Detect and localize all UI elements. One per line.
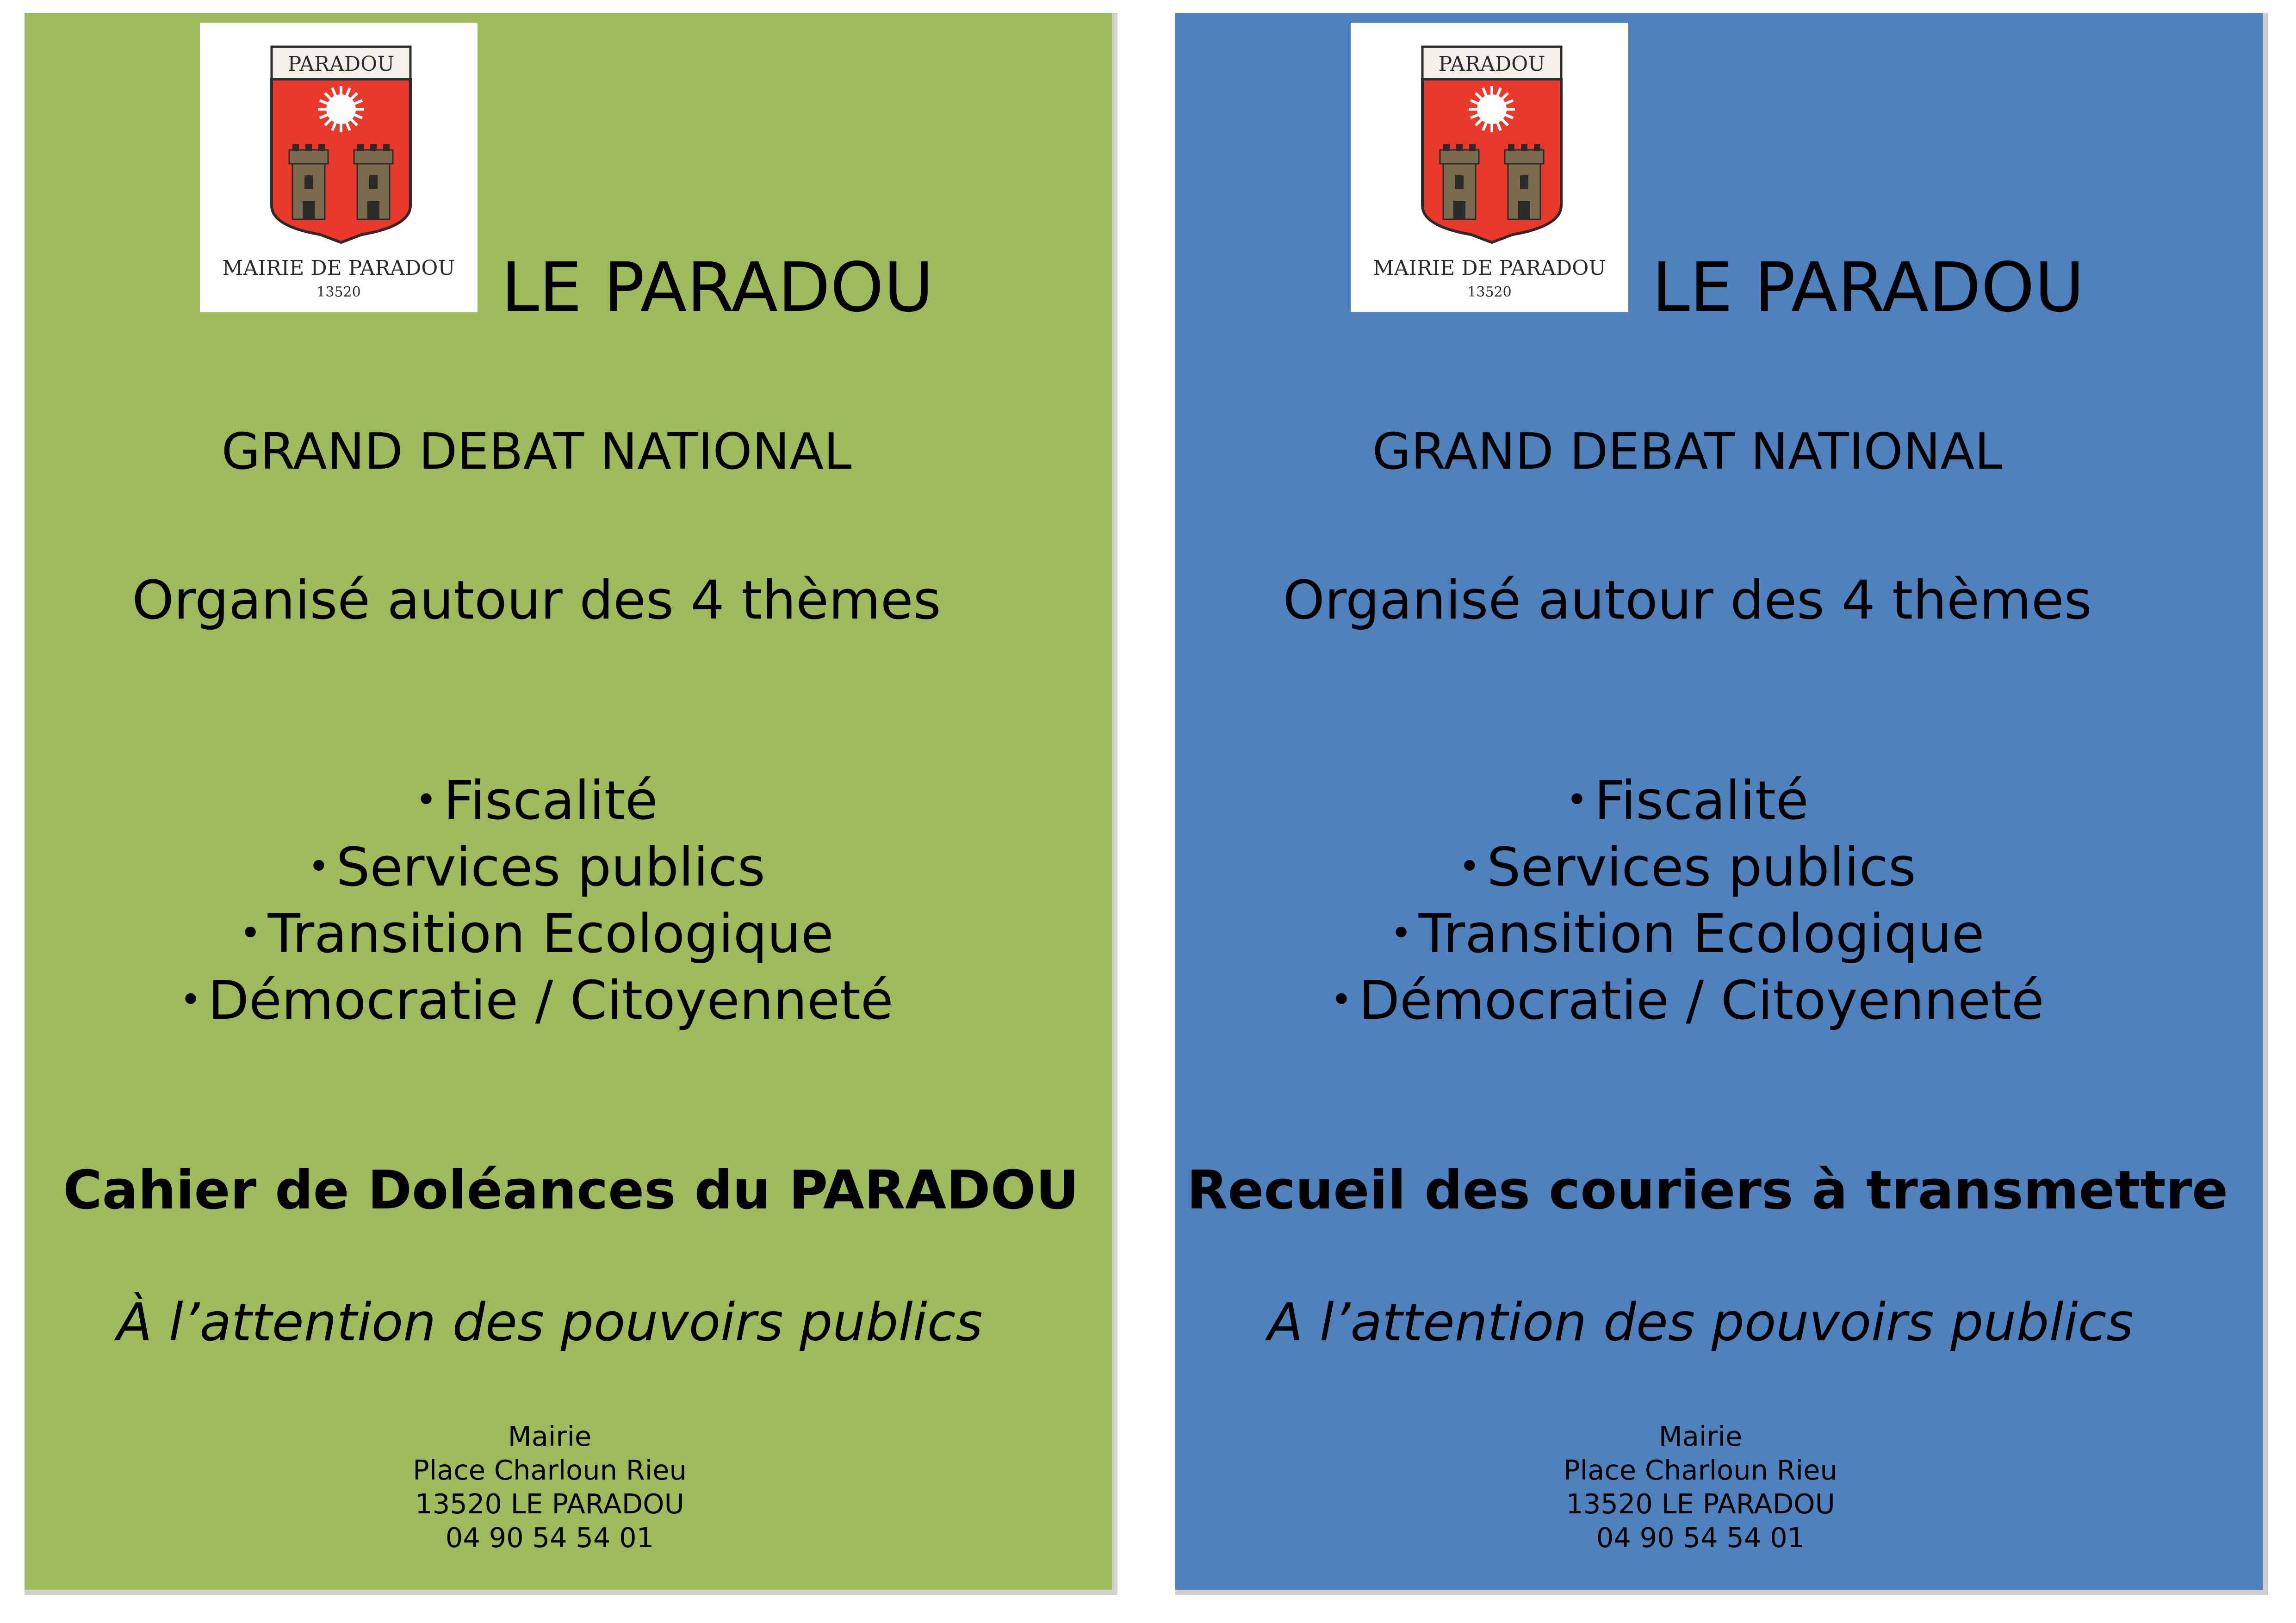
list-item	[25, 967, 1049, 1034]
theme-label: Fiscalité	[443, 770, 658, 832]
themes-intro: Organisé autour des 4 thèmes	[1283, 570, 2092, 632]
main-heading: Cahier de Doléances du PARADOU	[63, 1159, 1079, 1221]
town-title: LE PARADOU	[1652, 248, 2085, 327]
logo-postcode: 13520	[1467, 284, 1512, 300]
phone-number: 04 90 54 54 01	[445, 1522, 654, 1554]
mairie-logo	[200, 23, 478, 312]
bullet-icon: •	[180, 978, 202, 1021]
bullet-icon: •	[1330, 978, 1353, 1021]
logo-caption: MAIRIE DE PARADOU	[222, 256, 455, 280]
debate-title: GRAND DEBAT NATIONAL	[221, 423, 852, 481]
theme-label: Services publics	[1487, 836, 1916, 898]
mairie-logo	[1351, 23, 1628, 312]
logo-banner-text: PARADOU	[287, 52, 395, 76]
attention-line: A l’attention des pouvoirs publics	[1267, 1293, 2134, 1353]
address-block	[1175, 1419, 2226, 1555]
town-title: LE PARADOU	[501, 248, 934, 327]
debate-title: GRAND DEBAT NATIONAL	[1372, 423, 2003, 481]
address-line: Mairie	[508, 1420, 592, 1452]
logo-caption: MAIRIE DE PARADOU	[1373, 256, 1606, 280]
theme-label: Transition Ecologique	[1418, 903, 1985, 965]
themes-list	[25, 767, 1049, 1034]
address-line: Mairie	[1658, 1420, 1743, 1452]
bullet-icon: •	[1458, 845, 1481, 888]
list-item	[25, 834, 1049, 900]
bullet-icon: •	[239, 911, 261, 954]
list-item	[1175, 834, 2199, 900]
list-item	[1175, 967, 2199, 1034]
theme-label: Transition Ecologique	[267, 903, 834, 965]
theme-label: Démocratie / Citoyenneté	[208, 970, 894, 1032]
address-line: 13520 LE PARADOU	[1566, 1488, 1835, 1520]
address-block	[25, 1419, 1075, 1555]
list-item	[25, 767, 1049, 834]
list-item	[1175, 900, 2199, 967]
bullet-icon: •	[1390, 911, 1412, 954]
poster-recueil-couriers	[1175, 13, 2268, 1595]
theme-label: Fiscalité	[1594, 770, 1809, 832]
theme-label: Démocratie / Citoyenneté	[1359, 970, 2044, 1032]
bullet-icon: •	[415, 778, 437, 821]
logo-banner-text: PARADOU	[1438, 52, 1545, 76]
list-item	[25, 900, 1049, 967]
phone-number: 04 90 54 54 01	[1596, 1522, 1805, 1554]
attention-line: À l’attention des pouvoirs publics	[117, 1293, 983, 1353]
main-heading: Recueil des couriers à transmettre	[1186, 1159, 2228, 1221]
address-line: Place Charloun Rieu	[413, 1454, 687, 1486]
coat-of-arms-icon	[1351, 23, 1628, 312]
bullet-icon: •	[1566, 778, 1588, 821]
coat-of-arms-icon	[200, 23, 478, 312]
bullet-icon: •	[308, 845, 330, 888]
theme-label: Services publics	[336, 836, 765, 898]
themes-list	[1175, 767, 2199, 1034]
logo-postcode: 13520	[316, 284, 361, 300]
poster-cahier-doleances	[25, 13, 1117, 1595]
address-line: Place Charloun Rieu	[1564, 1454, 1837, 1486]
address-line: 13520 LE PARADOU	[415, 1488, 684, 1520]
themes-intro: Organisé autour des 4 thèmes	[132, 570, 941, 632]
list-item	[1175, 767, 2199, 834]
